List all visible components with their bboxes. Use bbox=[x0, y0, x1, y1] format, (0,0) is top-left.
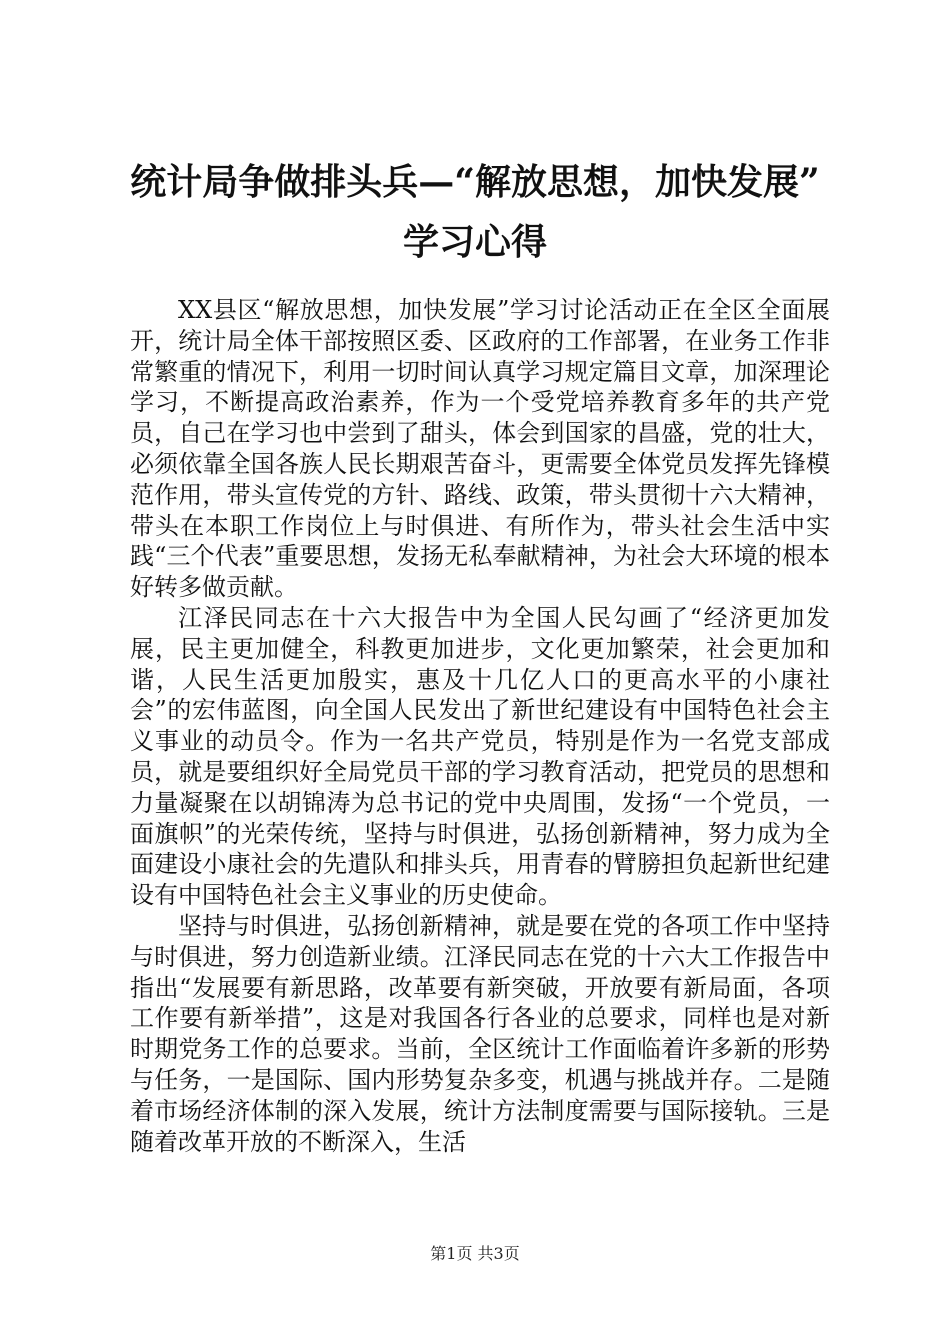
page-footer: 第1页 共3页 bbox=[430, 1244, 520, 1263]
document-title-line-2: 学习心得 bbox=[402, 221, 547, 263]
paragraph: XX县区“解放思想，加快发展”学习讨论活动正在全区全面展开，统计局全体干部按照区委、区政府的工作部署，在业务工作非常繁重的情况下，利用一切时间认真学习规定篇目文章，加深理论学习，不断提高政治素养，作为一个受党培养教育多年的共产党员，自己在学习也中尝到了甜头，体会到国家的昌盛，党的壮大，必须依靠全国各族人民长期艰苦奋斗，更需要全体党员发挥先锋模范作用，带头宣传党的方针、路线、政策，带头贯彻十六大精神，带头在本职工作岗位上与时俱进、有所作为，带头社会生活中实践“三个代表”重要思想，发扬无私奉献精神，为社会大环境的根本好转多做贡献。 bbox=[130, 296, 830, 602]
paragraph: 坚持与时俱进，弘扬创新精神，就是要在党的各项工作中坚持与时俱进，努力创造新业绩。江泽民同志在党的十六大工作报告中指出“发展要有新思路，改革要有新突破，开放要有新局面，各项工作要有新举措”，这是对我国各行各业的总要求，同样也是对新时期党务工作的总要求。当前，全区统计工作面临着许多新的形势与任务，一是国际、国内形势复杂多变，机遇与挑战并存。二是随着市场经济体制的深入发展，统计方法制度需要与国际接轨。三是随着改革开放的不断深入，生活 bbox=[130, 911, 830, 1156]
paragraph: 江泽民同志在十六大报告中为全国人民勾画了“经济更加发展，民主更加健全，科教更加进步，文化更加繁荣，社会更加和谐，人民生活更加殷实，惠及十几亿人口的更高水平的小康社会”的宏伟蓝图，向全国人民发出了新世纪建设有中国特色社会主义事业的动员令。作为一名共产党员，特别是作为一名党支部成员，就是要组织好全局党员干部的学习教育活动，把党员的思想和力量凝聚在以胡锦涛为总书记的党中央周围，发扬“一个党员，一面旗帜”的光荣传统，坚持与时俱进，弘扬创新精神，努力成为全面建设小康社会的先遣队和排头兵，用青春的臂膀担负起新世纪建设有中国特色社会主义事业的历史使命。 bbox=[130, 603, 830, 910]
document-title-line-1: 统计局争做排头兵—“解放思想，加快发展” bbox=[130, 161, 820, 203]
document-body bbox=[130, 295, 830, 1157]
